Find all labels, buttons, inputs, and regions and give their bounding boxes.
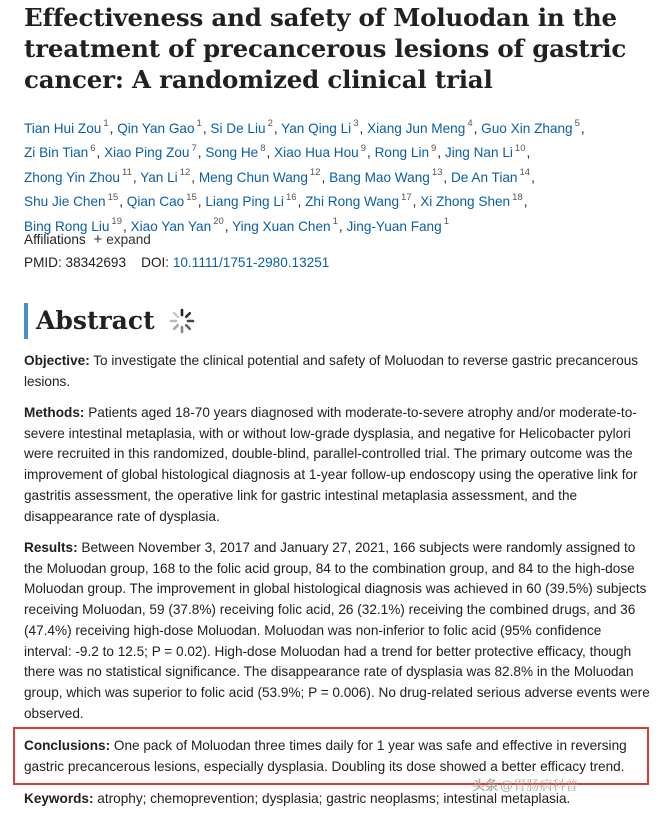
author-link[interactable]: Zi Bin Tian <box>24 145 89 161</box>
author-line <box>24 114 644 139</box>
author-link[interactable]: Meng Chun Wang <box>198 169 308 185</box>
author-link[interactable]: Jing-Yuan Fang <box>346 218 442 234</box>
author-entry: Tian Hui Zou $^1$, <box>24 118 118 136</box>
author-entry: Yan Qing Li $^3$, <box>281 118 368 136</box>
author-entry: Zhong Yin Zhou $^{11}$, <box>24 167 141 185</box>
author-link[interactable]: Zhong Yin Zhou <box>24 169 120 185</box>
pmid-value: 38342693 <box>65 255 127 270</box>
author-affiliation-number[interactable]: 3 <box>353 118 359 129</box>
author-entry: Zhi Rong Wang $^{17}$, <box>305 191 421 210</box>
author-affiliation-number[interactable]: 9 <box>360 142 367 154</box>
author-list <box>24 114 644 237</box>
loading-spinner-icon <box>168 307 196 335</box>
author-link[interactable]: Zhi Rong Wang <box>305 194 400 210</box>
author-link[interactable]: Qian Cao <box>126 194 185 210</box>
author-link[interactable]: Xi Zhong Shen <box>420 194 511 210</box>
methods-label: Methods: <box>24 405 85 420</box>
author-entry: De An Tian $^{14}$, <box>450 167 535 185</box>
author-link[interactable]: Yan Li <box>140 169 178 185</box>
author-entry: Bang Mao Wang $^{13}$, <box>329 167 451 185</box>
author-link[interactable]: Xiao Hua Hou <box>274 145 359 161</box>
author-entry: Bing Rong Liu $^{19}$, <box>24 216 131 234</box>
results-text: Between November 3, 2017 and January 27, 2021, 166 subjects were randomly assigned to the Moluodan group, 168 to the folic acid group, 84 to the combination group, and 84 to the high-dose Moluodan group. The improvement in global histological diagnosis was achieved in 60 (39.5%) subjects receiving Moluodan, 59 (37.8%) receiving folic acid, 26 (32.1%) receiving the combined drugs, and 36 (47.4%) receiving high-dose Moluodan. Moluodan was non-inferior to folic acid (95% confidence interval: -9.2 to 12.5; P = 0.02). High-dose Moluodan had a trend for better protective efficacy, though there was no statistical significance. The disappearance rate of dysplasia was 82.8% in the Moluodan group, which was superior to folic acid (53.9%; P = 0.006). No drug-related serious adverse events were observed. <box>24 540 650 721</box>
author-affiliation-number[interactable]: 17 <box>401 191 412 203</box>
author-entry: Si De Liu $^2$, <box>210 118 282 136</box>
article-title: Effectiveness and safety of Moluodan in the treatment of precancerous lesions of gastric cancer: A randomized clinical trial <box>24 3 627 94</box>
author-link[interactable]: Bing Rong Liu <box>24 218 110 234</box>
methods-text: Patients aged 18-70 years diagnosed with moderate-to-severe atrophy and/or moderate-to-severe intestinal metaplasia, with or without low-grade dysplasia, and negative for Helicobacter pylori were recruited in this randomized, double-blind, parallel-controlled trial. The primary outcome was the improvement of global histological diagnosis at 1-year follow-up endoscopy using the operative link for gastritis assessment, the operative link for gastric intestinal metaplasia assessment, and the disappearance rate of dysplasia. <box>24 405 638 524</box>
author-entry: Liang Ping Li $^{16}$, <box>205 191 306 210</box>
author-link[interactable]: Rong Lin <box>374 145 430 161</box>
keywords-text: atrophy; chemoprevention; dysplasia; gastric neoplasms; intestinal metaplasia. <box>97 791 571 806</box>
objective-label: Objective: <box>24 353 90 368</box>
author-affiliation-number[interactable]: 12 <box>179 167 191 179</box>
author-entry: Shu Jie Chen $^{15}$, <box>24 191 127 210</box>
author-affiliation-number[interactable]: 10 <box>514 142 526 154</box>
conclusions-text: One pack of Moluodan three times daily for 1 year was safe and effective in reversing gastric precancerous lesions, especially dysplasia. Doubling its dose showed a better efficacy trend. <box>24 738 627 774</box>
author-entry: Xiao Hua Hou $^9$, <box>274 142 375 161</box>
author-link[interactable]: Si De Liu <box>210 120 266 136</box>
conclusions-section <box>24 736 650 777</box>
doi-label: DOI: <box>141 255 170 270</box>
author-line <box>24 139 644 164</box>
identifiers-row <box>24 255 329 270</box>
author-link[interactable]: Xiao Ping Zou <box>104 145 190 161</box>
affiliations-row[interactable] <box>24 231 151 248</box>
author-entry: Rong Lin $^9$, <box>374 142 445 161</box>
author-entry: Zi Bin Tian $^6$, <box>24 142 105 161</box>
author-link[interactable]: Shu Jie Chen <box>24 194 106 210</box>
author-affiliation-number[interactable]: 1 <box>332 216 338 228</box>
author-affiliation-number[interactable]: 15 <box>186 191 197 203</box>
author-entry: Meng Chun Wang $^{12}$, <box>198 167 330 185</box>
author-link[interactable]: Song He <box>205 145 259 161</box>
author-affiliation-number[interactable]: 1 <box>196 118 202 129</box>
author-affiliation-number[interactable]: 15 <box>107 191 119 203</box>
doi-link[interactable]: 10.1111/1751-2980.13251 <box>172 255 330 270</box>
author-entry <box>346 216 450 234</box>
author-affiliation-number[interactable]: 2 <box>267 118 273 129</box>
author-entry: Ying Xuan Chen $^1$, <box>232 216 347 234</box>
watermark-brand: 头条 <box>472 778 499 793</box>
author-affiliation-number[interactable]: 19 <box>111 216 122 228</box>
author-affiliation-number[interactable]: 6 <box>90 142 96 154</box>
author-entry: Song He $^8$, <box>205 142 275 161</box>
author-line <box>24 188 644 213</box>
author-link[interactable]: Tian Hui Zou <box>24 120 102 136</box>
objective-text: To investigate the clinical potential and safety of Moluodan to reverse gastric precancerous lesions. <box>24 353 639 389</box>
watermark <box>472 775 578 794</box>
author-link[interactable]: Liang Ping Li <box>205 194 284 210</box>
affiliations-expand-toggle[interactable] <box>94 232 151 247</box>
author-entry: Xiao Ping Zou $^7$, <box>104 142 206 161</box>
conclusions-label: Conclusions: <box>24 738 111 753</box>
author-entry: Xi Zhong Shen $^{18}$, <box>420 191 528 210</box>
affiliations-label: Affiliations <box>24 232 86 247</box>
author-entry: Jing Nan Li $^{10}$, <box>444 142 531 161</box>
author-entry: Xiao Yan Yan $^{20}$, <box>130 216 233 234</box>
results-section <box>24 538 650 724</box>
keywords-label: Keywords: <box>24 791 94 806</box>
plus-icon: + <box>93 231 103 248</box>
author-link[interactable]: Guo Xin Zhang <box>481 120 573 136</box>
author-affiliation-number[interactable]: 18 <box>512 191 523 203</box>
author-entry: Guo Xin Zhang $^5$, <box>481 118 585 136</box>
author-link[interactable]: De An Tian <box>450 169 518 185</box>
author-affiliation-number[interactable]: 1 <box>103 118 109 129</box>
objective-section <box>24 351 650 392</box>
author-affiliation-number[interactable]: 11 <box>121 167 132 179</box>
author-link[interactable]: Ying Xuan Chen <box>232 218 331 234</box>
author-affiliation-number[interactable]: 14 <box>519 167 531 179</box>
author-link[interactable]: Xiang Jun Meng <box>367 120 466 136</box>
author-entry: Qian Cao $^{15}$, <box>126 191 206 210</box>
author-entry: Yan Li $^{12}$, <box>140 167 199 185</box>
author-line <box>24 163 644 188</box>
author-link[interactable]: Xiao Yan Yan <box>130 218 212 234</box>
author-link[interactable]: Qin Yan Gao <box>117 120 195 136</box>
author-affiliation-number[interactable]: 9 <box>431 142 437 154</box>
abstract-heading: Abstract <box>36 306 155 335</box>
author-affiliation-number[interactable]: 7 <box>191 142 197 154</box>
author-entry: Qin Yan Gao $^1$, <box>117 118 211 136</box>
author-affiliation-number[interactable]: 4 <box>467 118 473 129</box>
author-affiliation-number[interactable]: 16 <box>285 191 297 203</box>
author-link[interactable]: Yan Qing Li <box>281 120 352 136</box>
author-affiliation-number[interactable]: 1 <box>443 216 449 228</box>
author-entry: Xiang Jun Meng $^4$, <box>367 118 482 136</box>
author-affiliation-number[interactable]: 20 <box>213 216 224 228</box>
author-affiliation-number[interactable]: 5 <box>574 118 580 129</box>
methods-section <box>24 403 650 527</box>
author-link[interactable]: Jing Nan Li <box>444 145 513 161</box>
abstract-heading-block <box>24 303 155 339</box>
author-affiliation-number[interactable]: 13 <box>431 167 443 179</box>
author-affiliation-number[interactable]: 12 <box>309 167 321 179</box>
results-label: Results: <box>24 540 78 555</box>
author-affiliation-number[interactable]: 8 <box>260 142 266 154</box>
watermark-handle: @胃肠病科普 <box>500 778 579 793</box>
pmid-label: PMID: <box>24 255 62 270</box>
expand-label: expand <box>106 232 151 247</box>
author-link[interactable]: Bang Mao Wang <box>329 169 430 185</box>
